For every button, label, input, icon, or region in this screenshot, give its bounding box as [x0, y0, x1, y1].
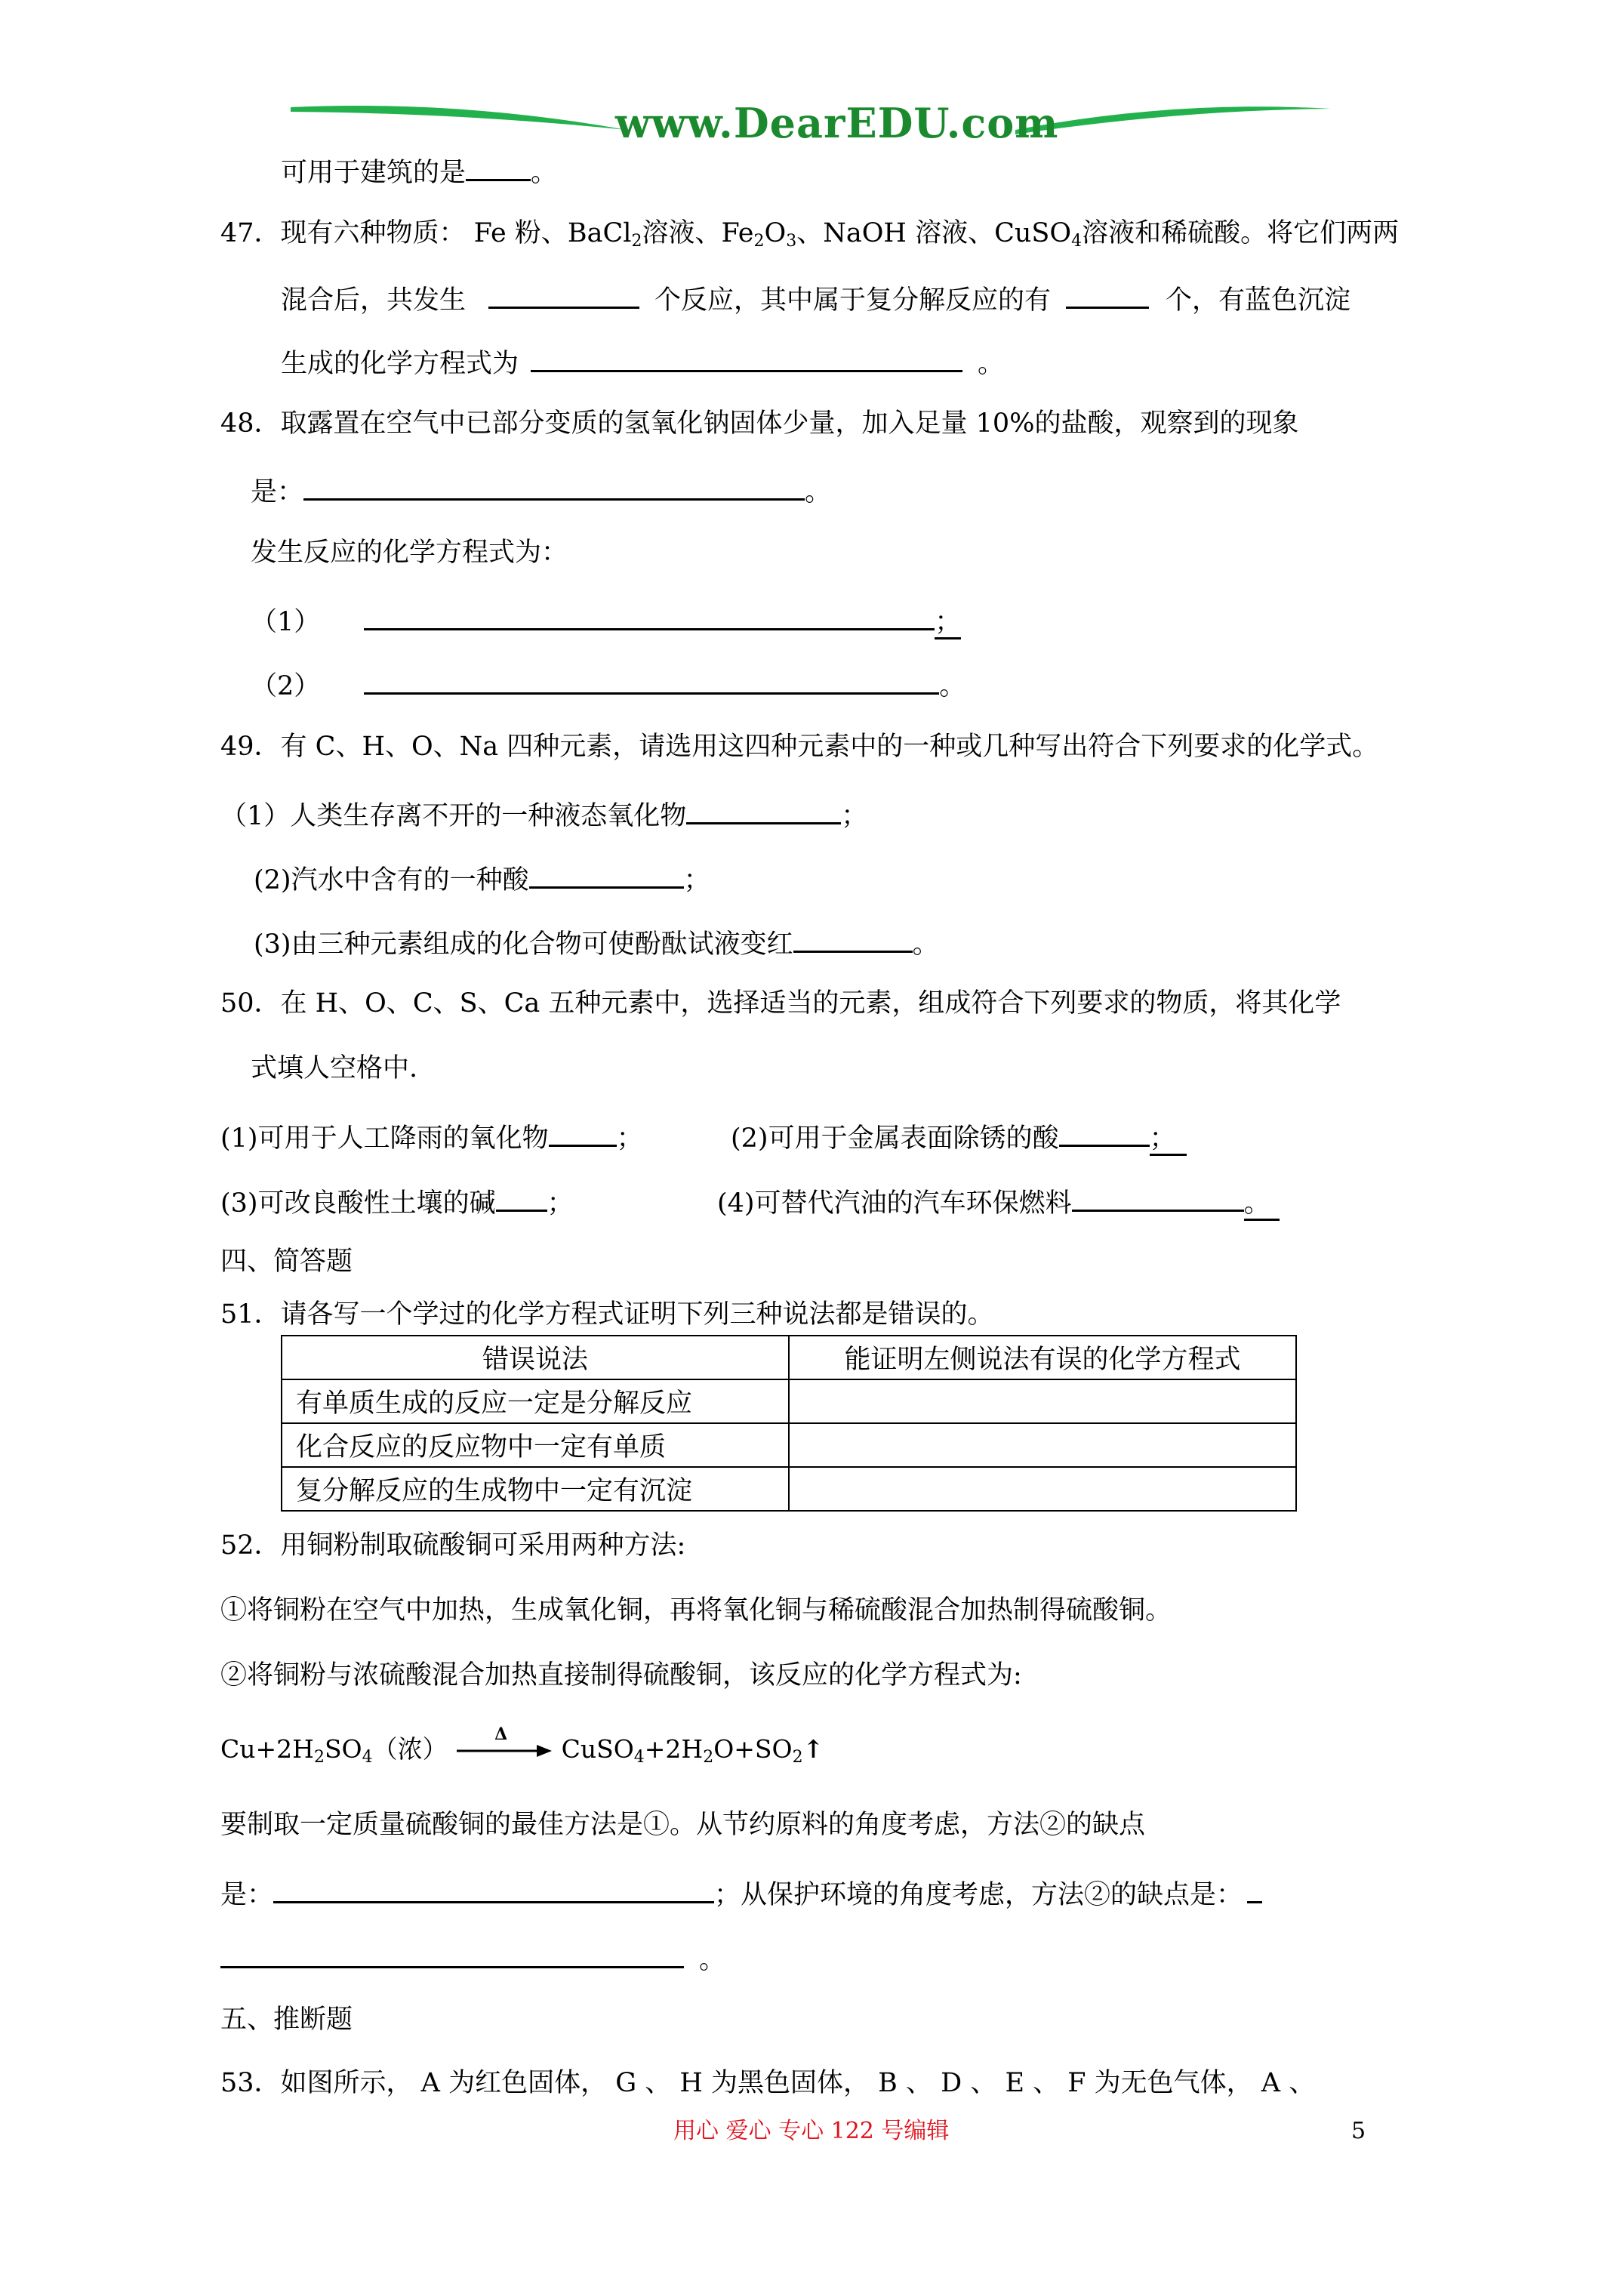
footer-editor-note: 用心 爱心 专心 122 号编辑	[673, 2118, 950, 2144]
q48-line-1: 48．取露置在空气中已部分变质的氢氧化钠固体少量，加入足量 10%的盐酸，观察到的现象	[220, 408, 1299, 439]
q46-end: 。	[531, 158, 558, 188]
q52-line-3: ②将铜粉与浓硫酸混合加热直接制得硫酸铜，该反应的化学方程式为:	[220, 1660, 1022, 1690]
answer-blank[interactable]	[364, 604, 935, 630]
subscript: 3	[786, 232, 797, 251]
eq-text-e: +2H	[644, 1734, 704, 1764]
q48-text-b: 。	[805, 477, 832, 507]
q47-line-2	[281, 282, 1350, 314]
q46-text: 可用于建筑的是	[281, 158, 467, 188]
q47-text-i: 生成的化学方程式为	[281, 349, 519, 379]
q50-text-e: (3)可改良酸性土壤的碱	[220, 1188, 496, 1219]
table-answer-cell[interactable]	[789, 1423, 1296, 1467]
eq-text-b: SO	[324, 1734, 362, 1764]
table-answer-cell[interactable]	[789, 1379, 1296, 1423]
q50-line-4a	[220, 1185, 574, 1217]
answer-blank[interactable]	[488, 282, 639, 309]
q47-text-h: 个，有蓝色沉淀	[1166, 285, 1351, 316]
q49-line-2	[220, 798, 867, 830]
q49-line-3	[254, 862, 710, 894]
table-header-cell: 错误说法	[282, 1336, 789, 1379]
answer-blank[interactable]	[529, 862, 684, 889]
q53-line: 53．如图所示， A 为红色固体， G 、 H 为黑色固体， B 、 D 、 E 、 F 为无色气体， A 、	[220, 2068, 1316, 2098]
subscript: 4	[362, 1748, 373, 1767]
q50-text-f: ；	[547, 1188, 574, 1219]
subscript: 2	[703, 1748, 714, 1767]
subscript: 2	[792, 1748, 803, 1767]
q48-line-2	[251, 474, 831, 506]
q50-line-2: 式填人空格中.	[251, 1053, 418, 1083]
q50-line-3b	[731, 1120, 1187, 1152]
q49-text-a: （1）人类生存离不开的一种液态氧化物	[220, 801, 687, 831]
eq-text-a: Cu+2H	[220, 1734, 314, 1764]
table-header-row	[282, 1336, 1296, 1379]
subscript: 2	[753, 232, 765, 251]
chemical-equation	[220, 1724, 824, 1767]
site-logo-text: www.DearEDU.com	[615, 99, 1059, 147]
table-cell: 复分解反应的生成物中一定有沉淀	[282, 1467, 789, 1511]
reaction-arrow	[455, 1724, 553, 1762]
q48-line-3: 发生反应的化学方程式为：	[251, 538, 568, 568]
page-number: 5	[1351, 2118, 1366, 2144]
q50-text-d: ；	[1150, 1123, 1187, 1156]
subscript: 4	[633, 1748, 645, 1767]
table-header-cell: 能证明左侧说法有误的化学方程式	[789, 1336, 1296, 1379]
q52-text-a: 是：	[220, 1880, 274, 1910]
q52-line-4: 要制取一定质量硫酸铜的最佳方法是①。从节约原料的角度考虑，方法②的缺点	[220, 1810, 1146, 1840]
section-4-heading: 四、简答题	[220, 1247, 353, 1277]
q51-line: 51．请各写一个学过的化学方程式证明下列三种说法都是错误的。	[220, 1299, 994, 1330]
q47-text-g: 个反应，其中属于复分解反应的有	[654, 285, 1052, 316]
table-answer-cell[interactable]	[789, 1467, 1296, 1511]
q50-text-h: 。	[1244, 1188, 1280, 1221]
answer-blank[interactable]	[531, 346, 962, 372]
q49-line-4	[254, 926, 939, 958]
q50-line-1: 50．在 H、O、C、S、Ca 五种元素中，选择适当的元素，组成符合下列要求的物质，将其化学	[220, 988, 1341, 1019]
swoosh-left-icon	[291, 100, 630, 137]
answer-blank[interactable]	[1066, 282, 1149, 309]
section-5-heading: 五、推断题	[220, 2005, 353, 2035]
answer-blank[interactable]	[549, 1120, 617, 1147]
answer-blank[interactable]	[496, 1185, 547, 1212]
q52-text-b: ；从保护环境的角度考虑，方法②的缺点是：	[714, 1880, 1243, 1910]
answer-blank[interactable]	[686, 798, 841, 824]
q48-text-c: ；	[935, 607, 961, 639]
q49-text-f: 。	[912, 929, 939, 960]
q50-text-a: (1)可用于人工降雨的氧化物	[220, 1123, 549, 1154]
q47-text-b: 溶液、Fe	[642, 218, 754, 248]
q48-label-2: （2）	[251, 671, 321, 701]
q48-label-1: （1）	[251, 607, 321, 637]
table-row	[282, 1467, 1296, 1511]
q50-text-b: ；	[616, 1123, 643, 1154]
q47-text-a: 47．现有六种物质： Fe 粉、BaCl	[220, 218, 632, 248]
table-row	[282, 1379, 1296, 1423]
subscript: 4	[1071, 232, 1083, 251]
answer-blank[interactable]	[220, 1942, 684, 1968]
q47-text-c: O	[764, 218, 787, 248]
q49-text-b: ；	[841, 801, 868, 831]
q49-text-e: (3)由三种元素组成的化合物可使酚酞试液变红	[254, 929, 793, 960]
table-cell: 化合反应的反应物中一定有单质	[282, 1423, 789, 1467]
q52-line-2: ①将铜粉在空气中加热，生成氧化铜，再将氧化铜与稀硫酸混合加热制得硫酸铜。	[220, 1595, 1172, 1626]
q47-text-j: 。	[978, 349, 1005, 379]
q50-line-4b	[717, 1185, 1280, 1217]
q52-line-1: 52．用铜粉制取硫酸铜可采用两种方法:	[220, 1530, 686, 1561]
q51-table	[281, 1335, 1297, 1512]
eq-text-d: CuSO	[561, 1734, 634, 1764]
heat-condition: Δ	[494, 1724, 508, 1744]
q50-line-3a	[220, 1120, 643, 1152]
arrow-right-icon	[455, 1740, 553, 1762]
answer-blank[interactable]	[1059, 1120, 1150, 1147]
q47-text-f: 混合后，共发生	[281, 285, 467, 316]
q48-line-5	[251, 668, 965, 700]
q49-text-d: ；	[683, 865, 710, 895]
q52-text-c: 。	[699, 1945, 726, 1975]
q47-text-d: 、NaOH 溶液、CuSO	[796, 218, 1072, 248]
q47-line-3	[281, 346, 1004, 378]
answer-blank[interactable]	[364, 668, 939, 695]
answer-blank[interactable]	[466, 155, 531, 181]
table-row	[282, 1423, 1296, 1467]
eq-text-c: （浓）	[372, 1734, 448, 1764]
eq-text-f: O+SO	[713, 1734, 793, 1764]
answer-blank[interactable]	[1072, 1185, 1244, 1212]
swoosh-right-icon	[1015, 100, 1332, 137]
subscript: 2	[313, 1748, 325, 1767]
q48-text-d: 。	[939, 671, 966, 701]
answer-blank[interactable]	[303, 474, 805, 501]
q46-tail-line	[281, 155, 557, 186]
q47-line-1	[220, 218, 1400, 251]
gas-arrow: ↑	[802, 1734, 824, 1764]
answer-blank[interactable]	[793, 926, 913, 953]
table-cell: 有单质生成的反应一定是分解反应	[282, 1379, 789, 1423]
answer-blank[interactable]	[1247, 1877, 1262, 1903]
q48-line-4	[251, 604, 961, 636]
q49-text-c: (2)汽水中含有的一种酸	[254, 865, 529, 895]
q50-text-c: (2)可用于金属表面除锈的酸	[731, 1123, 1059, 1154]
answer-blank[interactable]	[273, 1877, 714, 1903]
q49-line-1: 49．有 C、H、O、Na 四种元素，请选用这四种元素中的一种或几种写出符合下列要求的化学式。	[220, 732, 1379, 762]
subscript: 2	[631, 232, 642, 251]
q47-text-e: 溶液和稀硫酸。将它们两两	[1082, 218, 1400, 248]
q50-text-g: (4)可替代汽油的汽车环保燃料	[717, 1188, 1072, 1219]
q52-line-5	[220, 1877, 1262, 1909]
q52-line-6	[220, 1942, 725, 1974]
q48-text-a: 是：	[251, 477, 304, 507]
